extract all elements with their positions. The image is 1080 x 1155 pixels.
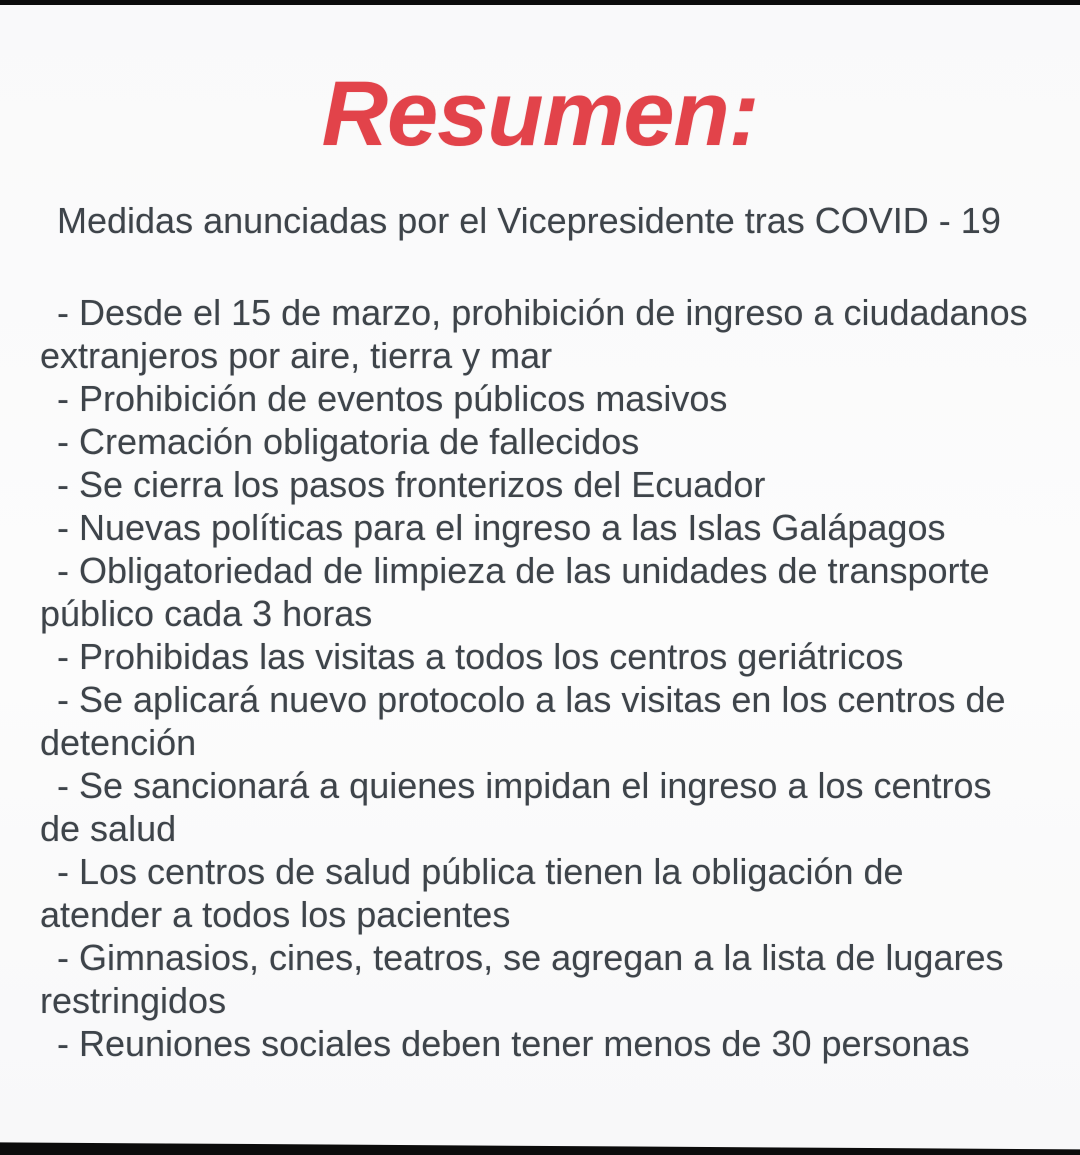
- list-item: - Obligatoriedad de limpieza de las unidades de transporte público cada 3 horas: [40, 549, 990, 634]
- list-item: - Prohibidas las visitas a todos los centros geriátricos: [57, 635, 904, 677]
- list-item: - Nuevas políticas para el ingreso a las Islas Galápagos: [57, 506, 946, 548]
- list-item: - Cremación obligatoria de fallecidos: [57, 420, 640, 462]
- subtitle: Medidas anunciadas por el Vicepresidente tras COVID - 19: [57, 199, 1001, 241]
- list-item: - Desde el 15 de marzo, prohibición de ingreso a ciudadanos extranjeros por aire, tierra y mar: [40, 291, 1028, 376]
- list-item: - Se aplicará nuevo protocolo a las visitas en los centros de detención: [40, 678, 1006, 763]
- list-item: - Gimnasios, cines, teatros, se agregan a la lista de lugares restringidos: [40, 936, 1004, 1021]
- list-item: - Prohibición de eventos públicos masivos: [57, 377, 728, 419]
- bottom-bezel-bar: [0, 1141, 1080, 1155]
- list-item: - Se sancionará a quienes impidan el ingreso a los centros de salud: [40, 764, 992, 849]
- top-bezel-bar: [0, 0, 1080, 5]
- list-item: - Se cierra los pasos fronterizos del Ecuador: [57, 463, 766, 505]
- page-title: Resumen:: [321, 63, 759, 165]
- list-item: - Los centros de salud pública tienen la obligación de atender a todos los pacientes: [40, 850, 904, 935]
- list-item: - Reuniones sociales deben tener menos de 30 personas: [57, 1022, 970, 1064]
- measures-list: [40, 291, 1030, 1065]
